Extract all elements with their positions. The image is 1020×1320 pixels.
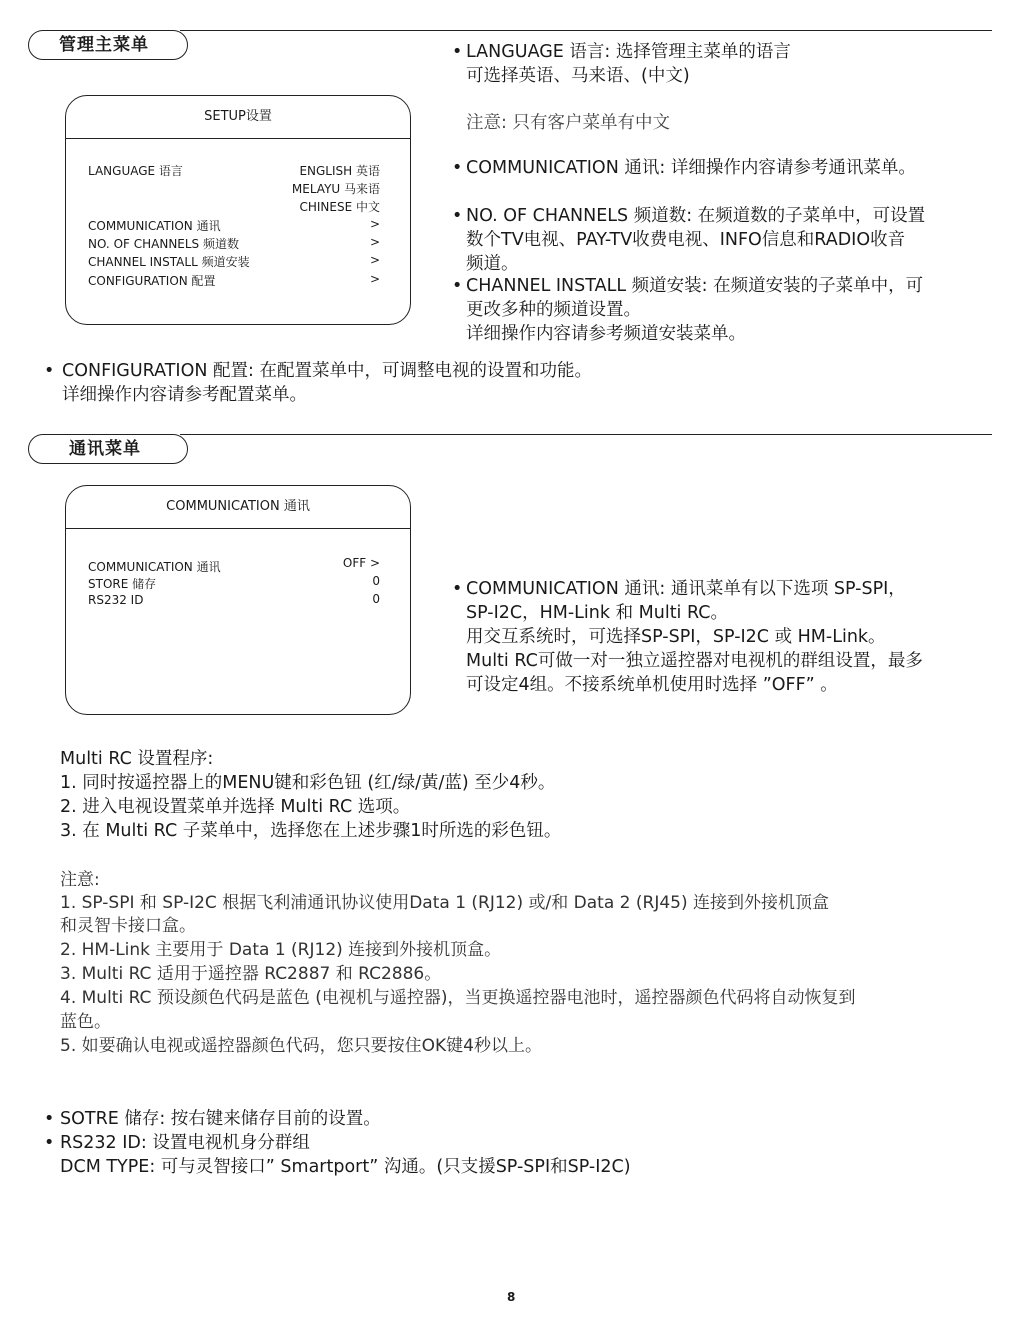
menu-row-label: CONFIGURATION 配置	[88, 274, 216, 288]
language-note: 注意: 只有客户菜单有中文	[466, 113, 670, 133]
menu-row-label: COMMUNICATION 通讯	[88, 219, 221, 233]
note-line: 和灵智卡接口盒。	[60, 916, 196, 936]
communication-menu	[65, 485, 411, 715]
section-divider	[180, 30, 992, 31]
menu-row-value: >	[369, 217, 380, 231]
menu-header: SETUP设置	[66, 96, 410, 139]
bullet-dot: •	[44, 1133, 55, 1153]
rs232-text: DCM TYPE: 可与灵智接口” Smartport” 沟通。(只支援SP-SPI和SP-I2C)	[60, 1157, 631, 1177]
menu-row-value: CHINESE 中文	[299, 200, 380, 214]
section-tab-label: 管理主菜单	[59, 35, 149, 55]
rs232-text: RS232 ID: 设置电视机身分群组	[60, 1133, 310, 1153]
menu-row-label: LANGUAGE 语言	[88, 164, 183, 178]
comm-option-text: Multi RC可做一对一独立遥控器对电视机的群组设置，最多	[466, 651, 923, 671]
multi-rc-step: 1. 同时按遥控器上的MENU键和彩色钮 (红/绿/黃/蓝) 至少4秒。	[60, 773, 556, 793]
menu-row-label: CHANNEL INSTALL 频道安装	[88, 255, 250, 269]
configuration-text: 详细操作内容请参考配置菜单。	[62, 385, 307, 405]
configuration-text: CONFIGURATION 配置: 在配置菜单中，可调整电视的设置和功能。	[62, 361, 592, 381]
comm-option-text: 可设定4组。不接系统单机使用时选择 ”OFF” 。	[466, 675, 838, 695]
channels-text: 数个TV电视、PAY-TV收费电视、INFO信息和RADIO收音	[466, 230, 906, 250]
comm-option-text: 用交互系统时，可选择SP-SPI，SP-I2C 或 HM-Link。	[466, 627, 886, 647]
comm-option-text: SP-I2C，HM-Link 和 Multi RC。	[466, 603, 728, 623]
menu-row-label: COMMUNICATION 通讯	[88, 560, 221, 574]
install-text: 详细操作内容请参考频道安装菜单。	[466, 324, 746, 344]
section-tab	[28, 434, 188, 464]
menu-row-value: >	[369, 272, 380, 286]
bullet-dot: •	[44, 361, 55, 381]
menu-row-label: NO. OF CHANNELS 频道数	[88, 237, 239, 251]
section-tab	[28, 30, 188, 60]
bullet-dot: •	[452, 42, 463, 62]
bullet-dot: •	[44, 1109, 55, 1129]
menu-row-value: 0	[372, 574, 380, 588]
notes-title: 注意:	[60, 870, 100, 890]
menu-row-value: >	[369, 235, 380, 249]
install-text: 更改多种的频道设置。	[466, 300, 641, 320]
menu-row-label: RS232 ID	[88, 593, 144, 607]
store-text: SOTRE 储存: 按右键来储存目前的设置。	[60, 1109, 381, 1129]
bullet-dot: •	[452, 579, 463, 599]
multi-rc-title: Multi RC 设置程序:	[60, 749, 214, 769]
menu-row-value: ENGLISH 英语	[299, 164, 380, 178]
note-line: 5. 如要确认电视或遥控器颜色代码，您只要按住OK键4秒以上。	[60, 1036, 542, 1056]
section-tab-label: 通讯菜单	[69, 439, 141, 459]
comm-option-text: COMMUNICATION 通讯: 通讯菜单有以下选项 SP-SPI，	[466, 579, 906, 599]
note-line: 1. SP-SPI 和 SP-I2C 根据飞利浦通讯协议使用Data 1 (RJ12) 或/和 Data 2 (RJ45) 连接到外接机顶盒	[60, 893, 830, 913]
note-line: 蓝色。	[60, 1012, 111, 1032]
communication-text: COMMUNICATION 通讯: 详细操作内容请参考通讯菜单。	[466, 158, 916, 178]
multi-rc-step: 2. 进入电视设置菜单并选择 Multi RC 选项。	[60, 797, 411, 817]
channels-text: 频道。	[466, 254, 519, 274]
language-text: LANGUAGE 语言: 选择管理主菜单的语言	[466, 42, 791, 62]
section-divider	[180, 434, 992, 435]
setup-menu	[65, 95, 411, 325]
note-line: 3. Multi RC 适用于遥控器 RC2887 和 RC2886。	[60, 964, 442, 984]
language-text: 可选择英语、马来语、(中文)	[466, 66, 690, 86]
note-line: 2. HM-Link 主要用于 Data 1 (RJ12) 连接到外接机顶盒。	[60, 940, 502, 960]
bullet-dot: •	[452, 276, 463, 296]
menu-row-value: >	[369, 253, 380, 267]
page-number: 8	[507, 1290, 516, 1304]
menu-row-label: STORE 储存	[88, 577, 157, 591]
menu-row-value: MELAYU 马来语	[291, 182, 380, 196]
channels-text: NO. OF CHANNELS 频道数: 在频道数的子菜单中，可设置	[466, 206, 926, 226]
menu-header: COMMUNICATION 通讯	[66, 486, 410, 529]
note-line: 4. Multi RC 预设颜色代码是蓝色 (电视机与遥控器)，当更换遥控器电池时，遥控器颜色代码将自动恢复到	[60, 988, 856, 1008]
menu-row-value: OFF >	[342, 556, 380, 570]
install-text: CHANNEL INSTALL 频道安装: 在频道安装的子菜单中，可	[466, 276, 924, 296]
multi-rc-step: 3. 在 Multi RC 子菜单中，选择您在上述步骤1时所选的彩色钮。	[60, 821, 562, 841]
bullet-dot: •	[452, 206, 463, 226]
menu-row-value: 0	[372, 592, 380, 606]
bullet-dot: •	[452, 158, 463, 178]
